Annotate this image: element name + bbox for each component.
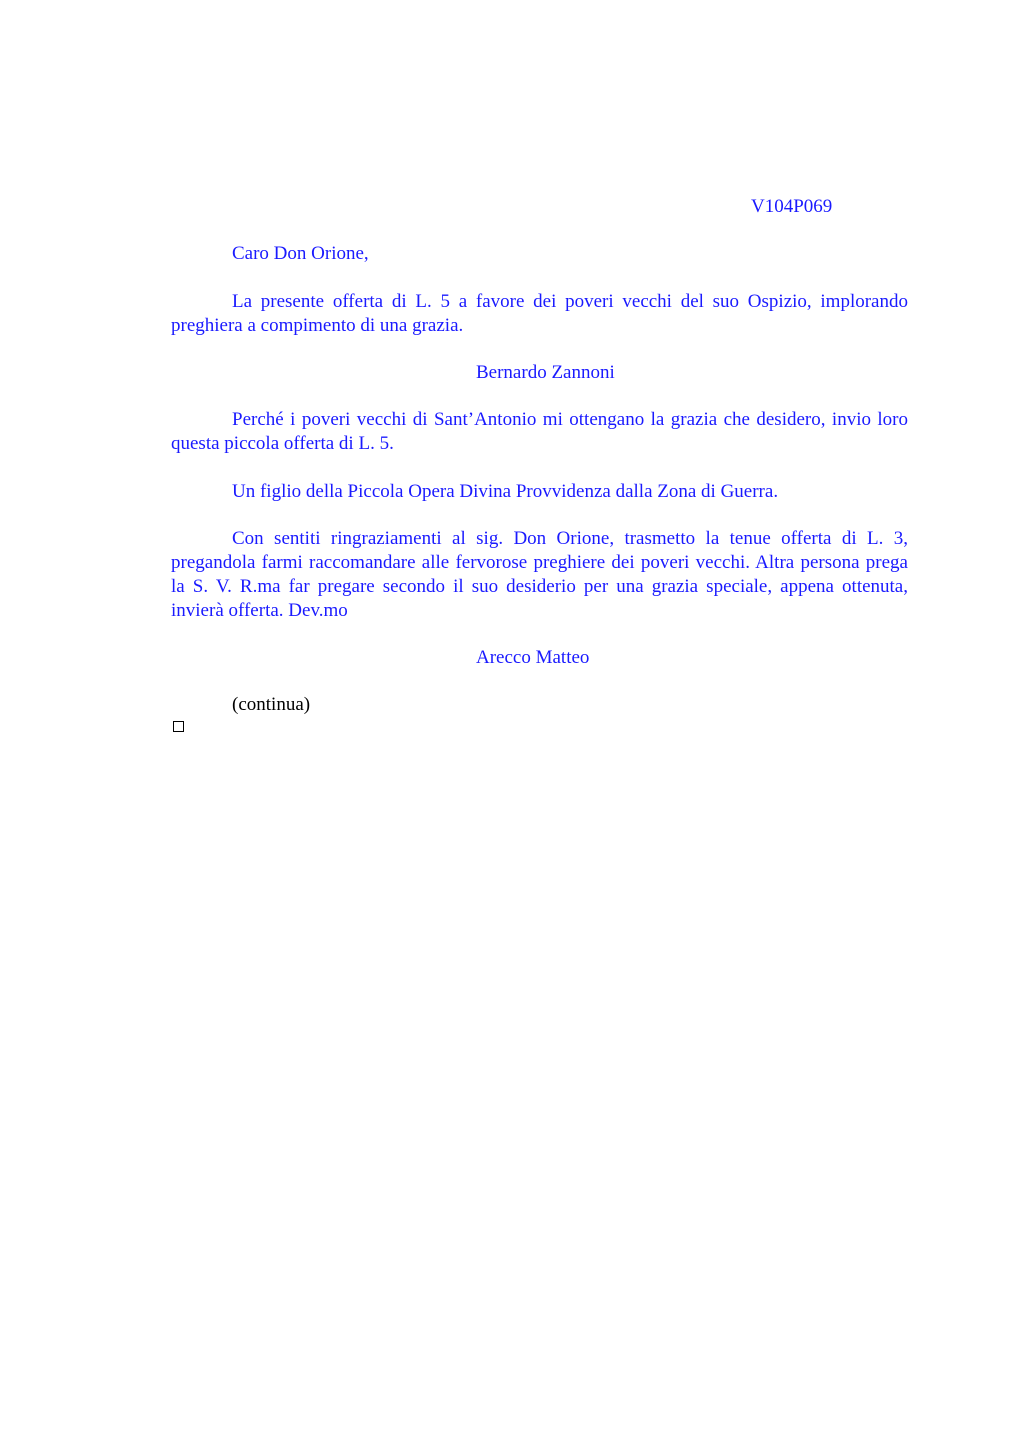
checkbox-icon (173, 721, 184, 732)
salutation: Caro Don Orione, (232, 243, 369, 264)
paragraph-offer-4: Con sentiti ringraziamenti al sig. Don Orione, trasmetto la tenue offerta di L. 3, pregandola farmi raccomandare alle fervorose preghiere dei poveri vecchi. Altra persona prega la S. V. R.ma far pregare secondo il suo desiderio per una grazia speciale, appena ottenuta, invierà offerta. Dev.mo (171, 528, 908, 621)
paragraph-offer-1: La presente offerta di L. 5 a favore dei poveri vecchi del suo Ospizio, implorando preghiera a compimento di una grazia. (171, 291, 908, 336)
paragraph-offer-2: Perché i poveri vecchi di Sant’Antonio mi ottengano la grazia che desidero, invio loro questa piccola offerta di L. 5. (171, 409, 908, 454)
paragraph-offer-3: Un figlio della Piccola Opera Divina Provvidenza dalla Zona di Guerra. (232, 481, 779, 502)
signature-arecco-matteo: Arecco Matteo (476, 647, 590, 668)
continuation-note: (continua) (232, 694, 311, 715)
reference-code: V104P069 (751, 196, 833, 217)
signature-bernardo-zannoni: Bernardo Zannoni (476, 362, 615, 383)
